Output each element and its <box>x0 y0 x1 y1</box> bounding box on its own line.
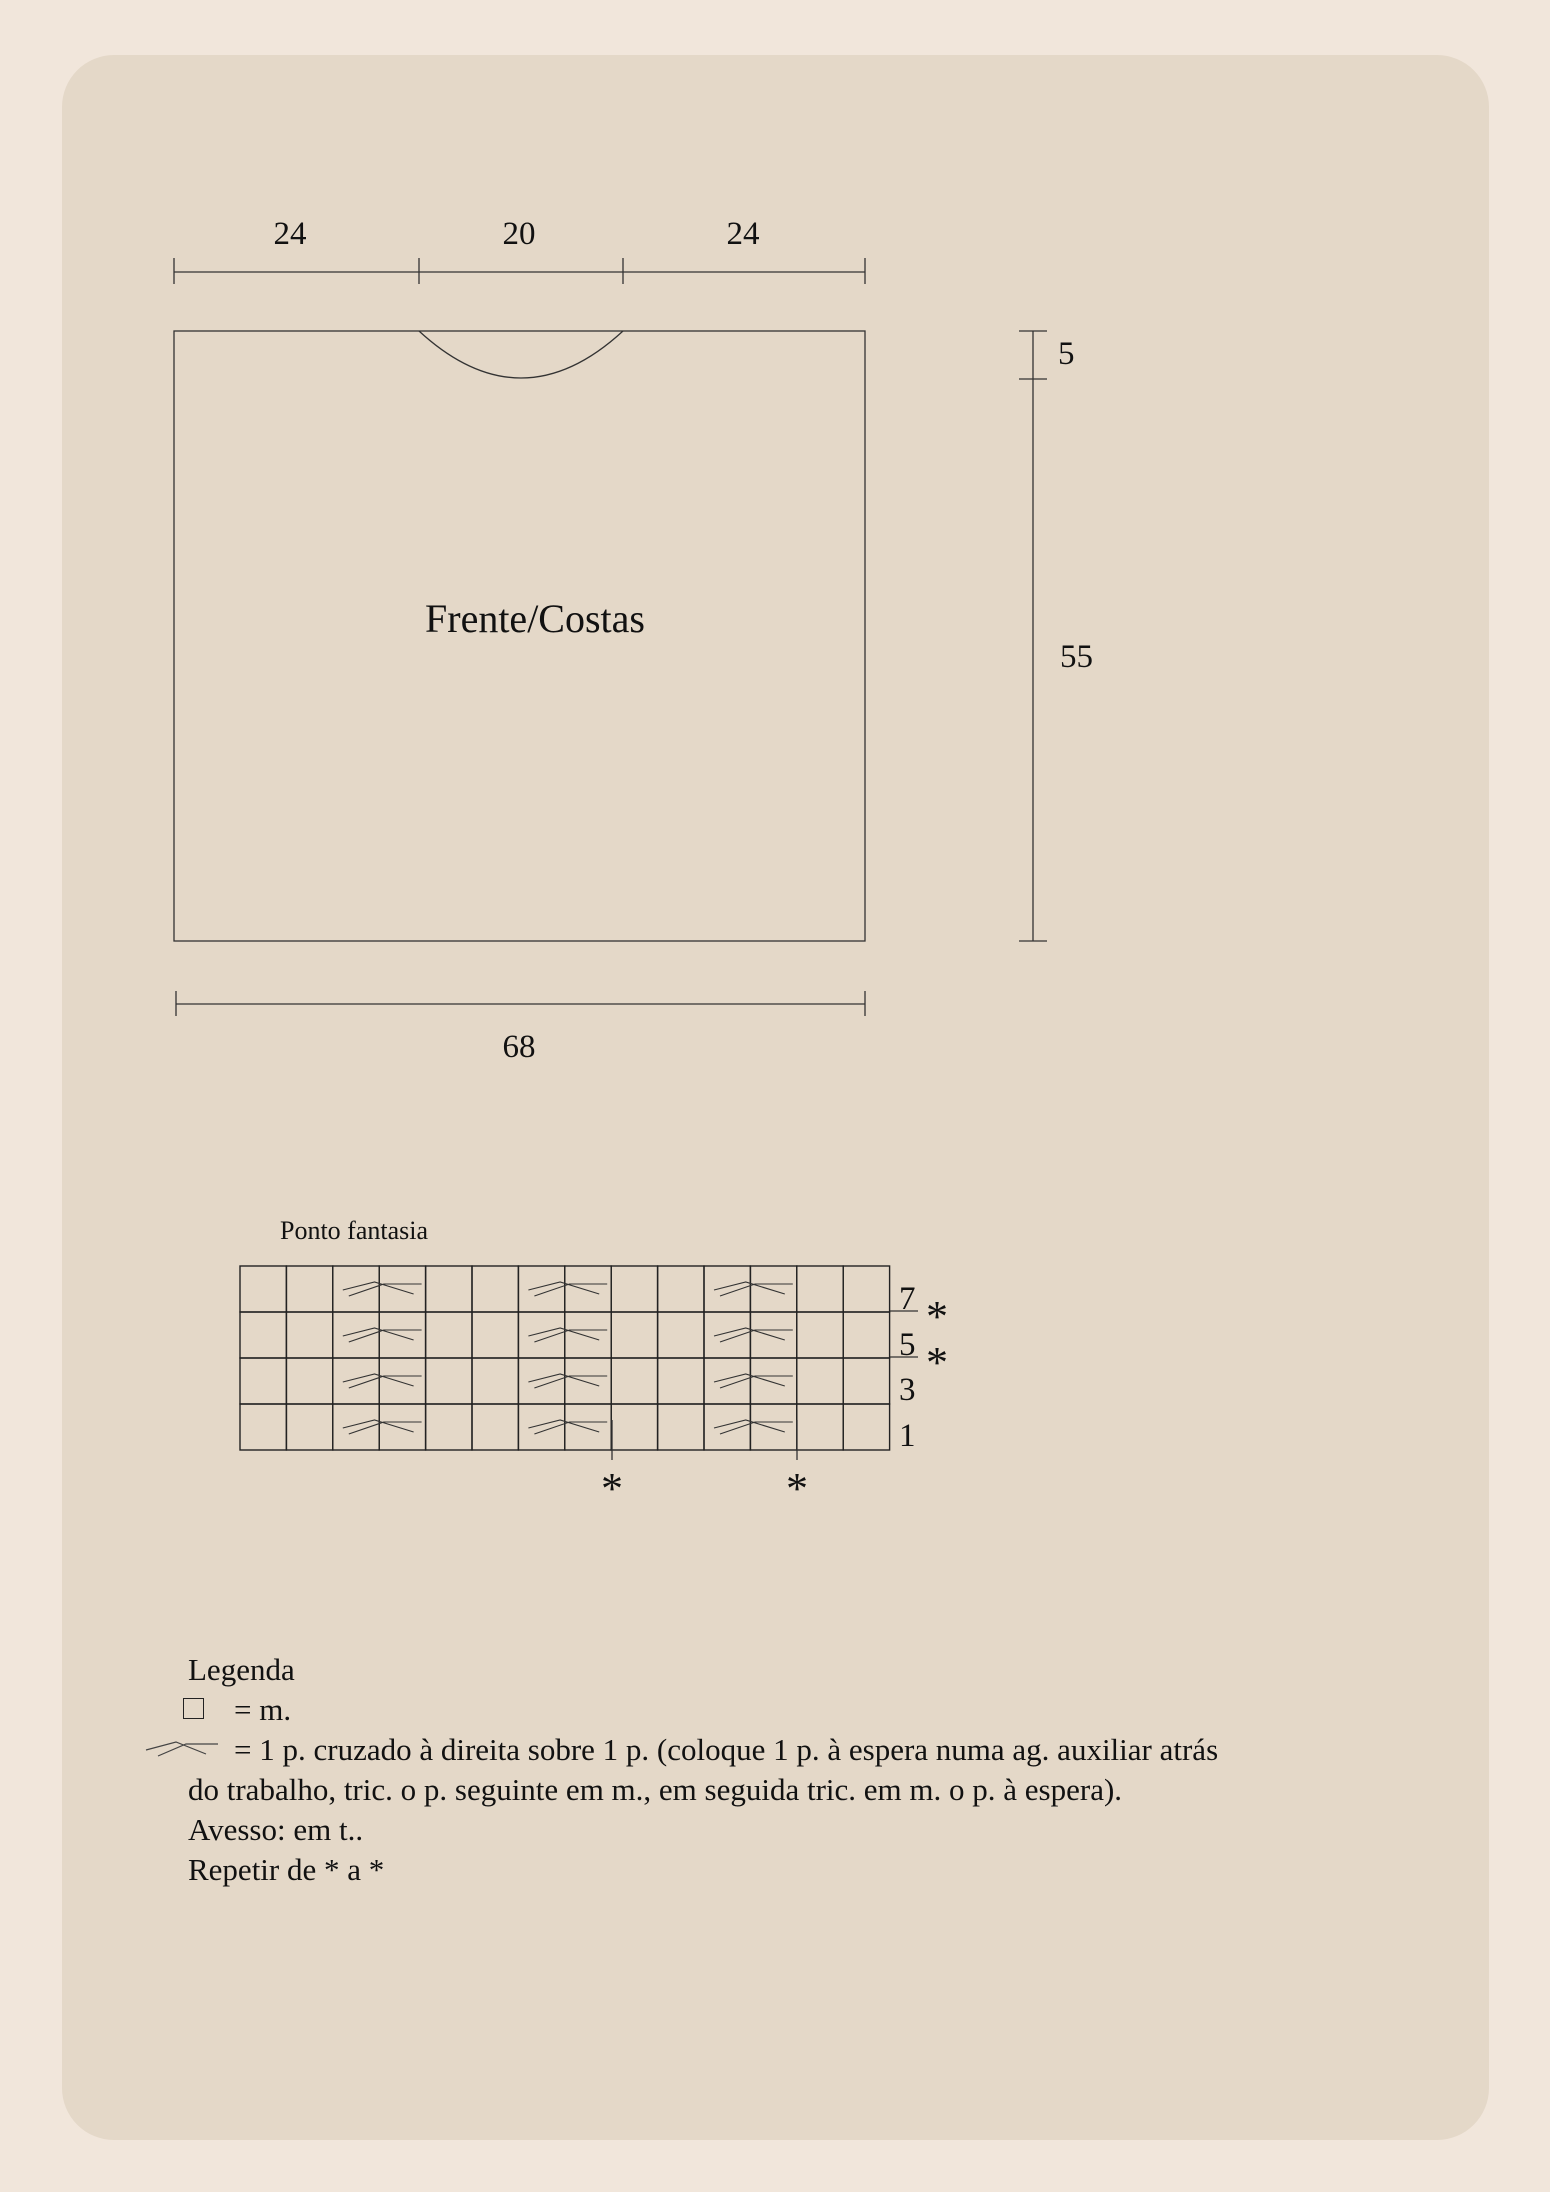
chart-cell <box>333 1358 379 1404</box>
width-label-right: 24 <box>726 216 760 252</box>
legend <box>188 1650 1428 1890</box>
legend-knit-text: = m. <box>234 1692 292 1727</box>
chart-cell <box>658 1358 704 1404</box>
cross-stitch-icon <box>144 1730 220 1770</box>
chart-cell <box>658 1312 704 1358</box>
chart-cell <box>240 1404 286 1450</box>
cross-stitch-symbol <box>714 1420 793 1434</box>
chart-cell <box>472 1404 518 1450</box>
chart-cell <box>843 1266 889 1312</box>
legend-cross-row <box>188 1730 1428 1770</box>
width-label-center: 20 <box>502 216 536 252</box>
chart-cell <box>518 1358 564 1404</box>
chart-cell <box>286 1266 332 1312</box>
cross-stitch-symbol <box>343 1374 422 1388</box>
chart-cell <box>611 1266 657 1312</box>
legend-wrong-side: Avesso: em t.. <box>188 1812 364 1847</box>
row-number-5: 5 <box>899 1327 916 1363</box>
cross-stitch-symbol <box>343 1420 422 1434</box>
chart-cell <box>704 1404 750 1450</box>
chart-cell <box>518 1312 564 1358</box>
row-number-1: 1 <box>899 1418 916 1454</box>
chart-cell <box>286 1404 332 1450</box>
chart-cell <box>611 1312 657 1358</box>
body-height-label: 55 <box>1060 639 1093 675</box>
cross-stitch-symbol <box>528 1374 607 1388</box>
chart-cell <box>658 1266 704 1312</box>
cross-stitch-symbol <box>714 1374 793 1388</box>
chart-cell <box>333 1266 379 1312</box>
chart-cell <box>797 1358 843 1404</box>
chart-cell <box>286 1312 332 1358</box>
chart-cell <box>843 1312 889 1358</box>
chart-cell <box>565 1312 611 1358</box>
chart-cell <box>797 1404 843 1450</box>
chart-cell <box>333 1312 379 1358</box>
neck-depth-label: 5 <box>1058 336 1075 372</box>
chart-cell <box>472 1358 518 1404</box>
cross-stitch-symbol <box>528 1328 607 1342</box>
chart-cell <box>472 1312 518 1358</box>
cross-stitch-symbol <box>714 1282 793 1296</box>
chart-cell <box>704 1312 750 1358</box>
chart-cell <box>379 1266 425 1312</box>
chart-cell <box>379 1404 425 1450</box>
cross-stitch-symbol <box>343 1282 422 1296</box>
legend-repeat: Repetir de * a * <box>188 1852 385 1887</box>
chart-cell <box>704 1266 750 1312</box>
chart-cell <box>704 1358 750 1404</box>
chart-cell <box>750 1358 796 1404</box>
neckline-curve <box>419 331 623 378</box>
bottom-width-label: 68 <box>502 1029 536 1065</box>
legend-title: Legenda <box>188 1652 295 1687</box>
legend-cross-text-line1: = 1 p. cruzado à direita sobre 1 p. (coloque 1 p. à espera numa ag. auxiliar atrás <box>234 1732 1219 1767</box>
chart-cell <box>797 1312 843 1358</box>
chart-cell <box>426 1266 472 1312</box>
repeat-marker-column: * <box>786 1464 808 1513</box>
cross-stitch-symbol <box>343 1328 422 1342</box>
chart-cell <box>750 1404 796 1450</box>
legend-knit-row <box>188 1690 1428 1730</box>
chart-cell <box>797 1266 843 1312</box>
chart-cell <box>750 1312 796 1358</box>
chart-cell <box>426 1312 472 1358</box>
chart-cell <box>611 1404 657 1450</box>
piece-label: Frente/Costas <box>425 596 645 641</box>
chart-cell <box>565 1404 611 1450</box>
chart-cell <box>379 1312 425 1358</box>
chart-cell <box>565 1266 611 1312</box>
chart-cell <box>658 1404 704 1450</box>
cross-stitch-symbol <box>714 1328 793 1342</box>
chart-title: Ponto fantasia <box>280 1216 429 1245</box>
cross-stitch-symbol <box>528 1282 607 1296</box>
row-number-7: 7 <box>899 1281 916 1317</box>
chart-cell <box>472 1266 518 1312</box>
legend-cross-text-line2: do trabalho, tric. o p. seguinte em m., em seguida tric. em m. o p. à espera). <box>188 1772 1123 1807</box>
chart-cell <box>333 1404 379 1450</box>
chart-cell <box>518 1266 564 1312</box>
repeat-marker-row: * <box>926 1292 948 1341</box>
chart-cell <box>843 1358 889 1404</box>
chart-cell <box>611 1358 657 1404</box>
chart-cell <box>426 1404 472 1450</box>
chart-cell <box>843 1404 889 1450</box>
chart-cell <box>518 1404 564 1450</box>
cross-stitch-symbol <box>528 1420 607 1434</box>
chart-cell <box>240 1266 286 1312</box>
row-number-3: 3 <box>899 1372 916 1408</box>
chart-cell <box>426 1358 472 1404</box>
chart-cell <box>379 1358 425 1404</box>
repeat-marker-row: * <box>926 1338 948 1387</box>
chart-cell <box>240 1358 286 1404</box>
chart-cell <box>286 1358 332 1404</box>
knit-square-icon <box>183 1698 204 1719</box>
repeat-marker-column: * <box>601 1464 623 1513</box>
chart-cell <box>240 1312 286 1358</box>
width-label-left: 24 <box>273 216 307 252</box>
chart-cell <box>565 1358 611 1404</box>
chart-cell <box>750 1266 796 1312</box>
